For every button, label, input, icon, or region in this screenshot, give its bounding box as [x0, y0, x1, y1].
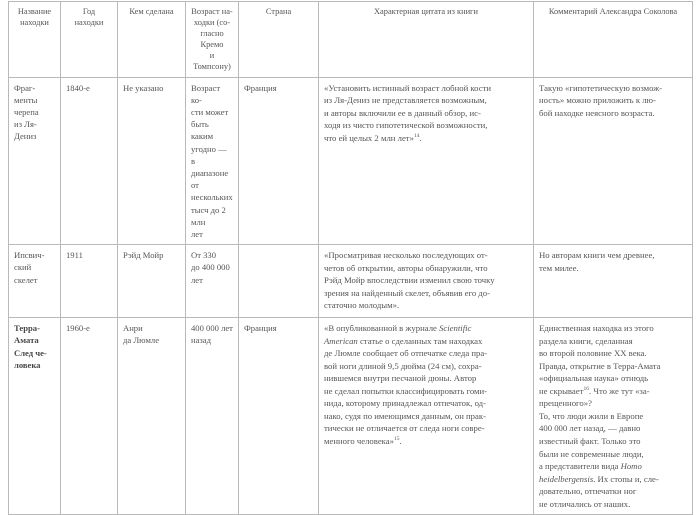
cell-finding-year: 1960-е — [61, 318, 118, 515]
table-row — [9, 318, 693, 515]
cell-finding-age: 400 000 лет назад — [186, 318, 239, 515]
findings-table — [8, 1, 693, 515]
cell-finding-year: 1911 — [61, 245, 118, 318]
cell-sokolov-comment: Единственная находка из этого раздела книги, сделанная во второй половине XX века. Правда, открытие в Терра-Амата «официальная наука» отнюдь не скрывает$^{16}$. Что же тут «за- прещенного»? То, что люди жили в Европе 400 000 лет назад, — давно известный факт. Только это были не современные люди, а представители вида Homo heidelbergensis. Их стопы и, сле- довательно, отпечатки ног не отличались от наших. — [534, 318, 693, 515]
cell-book-quote: «Просматривая несколько последующих от- четов об открытии, авторы обнаружили, что Рэйд Мойр впоследствии изменил свою точку зрения на найденный скелет, объявив его до- статочно молодым». — [319, 245, 534, 318]
cell-sokolov-comment: Такую «гипотетическую возмож- ность» можно приложить к лю- бой находке неясного возраста. — [534, 77, 693, 245]
column-header-year: Год находки — [61, 2, 118, 78]
cell-sokolov-comment: Но авторам книги чем древнее, тем милее. — [534, 245, 693, 318]
cell-discovered-by: Не указано — [118, 77, 186, 245]
cell-finding-name: Терра- Амата След че- ловека — [9, 318, 61, 515]
cell-country: Франция — [239, 318, 319, 515]
table-header — [9, 2, 693, 78]
column-header-age: Возраст на- ходки (со- гласно Кремо и Томпсону) — [186, 2, 239, 78]
header-row — [9, 2, 693, 78]
column-header-comment: Комментарий Александра Соколова — [534, 2, 693, 78]
column-header-who: Кем сделана — [118, 2, 186, 78]
cell-discovered-by: Анри да Люмле — [118, 318, 186, 515]
table-row — [9, 245, 693, 318]
table-body — [9, 77, 693, 515]
column-header-country: Страна — [239, 2, 319, 78]
table-row — [9, 77, 693, 245]
column-header-name: Название находки — [9, 2, 61, 78]
cell-finding-name: Ипсвич- ский скелет — [9, 245, 61, 318]
cell-finding-name: Фраг- менты черепа из Ля- Дениз — [9, 77, 61, 245]
column-header-quote: Характерная цитата из книги — [319, 2, 534, 78]
cell-book-quote: «В опубликованной в журнале Scientific American статье о сделанных там находках де Люмле сообщает об отпечатке следа пра- вой ноги длиной 9,5 дюйма (24 см), сохра- нившемся внутри песчаной дюны. Автор не сделал попытки классифицировать гоми- нида, которому принадлежал отпечаток, од- нако, судя по имеющимся данным, он прак- тически не отличается от следа ноги совре- менного человека»$^{15}$. — [319, 318, 534, 515]
cell-book-quote: «Установить истинный возраст лобной кости из Ля-Дениз не представляется возможным, и авторы включили ее в данный обзор, ис- ходя из чисто гипотетической возможности, что ей целых 2 млн лет»$^{14}$. — [319, 77, 534, 245]
cell-country: Франция — [239, 77, 319, 245]
cell-country — [239, 245, 319, 318]
cell-finding-year: 1840-е — [61, 77, 118, 245]
cell-finding-age: Возраст ко- сти может быть каким угодно — в диапазоне от нескольких тысч до 2 млн лет — [186, 77, 239, 245]
cell-finding-age: От 330 до 400 000 лет — [186, 245, 239, 318]
cell-discovered-by: Рэйд Мойр — [118, 245, 186, 318]
